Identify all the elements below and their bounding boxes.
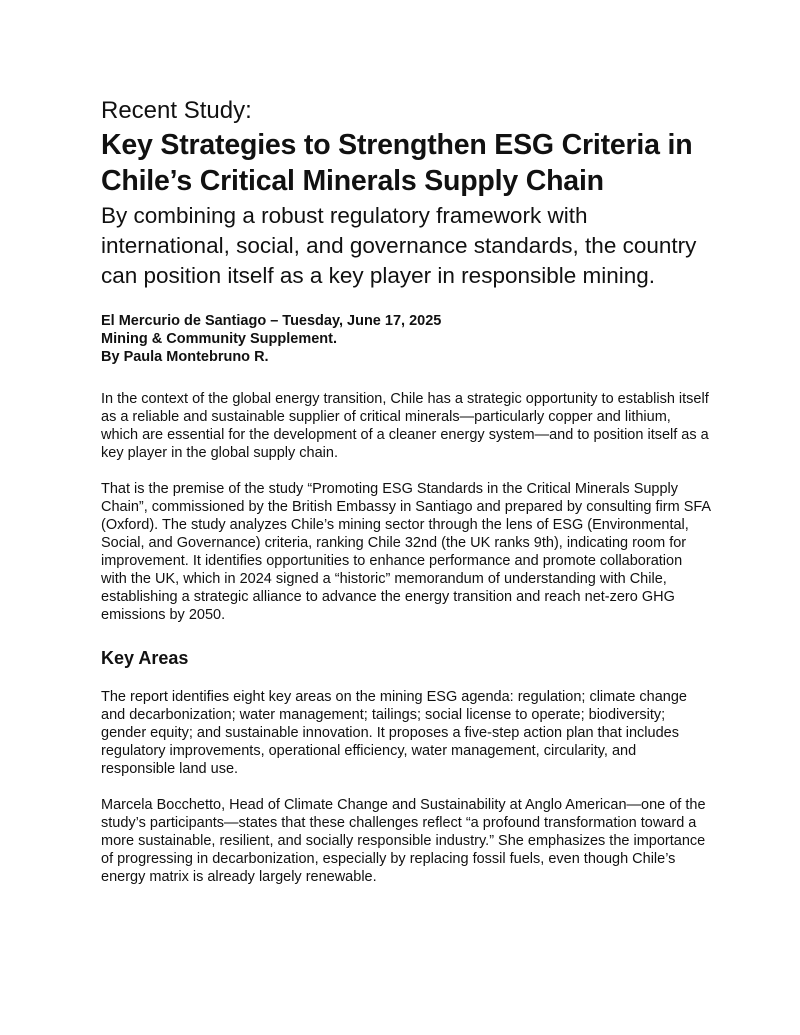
article-title: Key Strategies to Strengthen ESG Criteria in Chile’s Critical Minerals Supply Chain <box>101 129 693 197</box>
supplement-line: Mining & Community Supplement. <box>101 331 338 347</box>
section-paragraph-1: The report identifies eight key areas on the mining ESG agenda: regulation; climate change and decarbonization; water management; tailings; social license to operate; biodiversity; gender equity; and sustainable innovation. It proposes a five-step action plan that includes regulatory improvements, operational efficiency, water management, circularity, and responsible land use. <box>101 689 687 777</box>
article <box>101 96 711 886</box>
article-subtitle: By combining a robust regulatory framework with international, social, and governance standards, the country can position itself as a key player in responsible mining. <box>101 203 697 288</box>
article-meta <box>101 312 711 366</box>
body-paragraph-1: In the context of the global energy transition, Chile has a strategic opportunity to establish itself as a reliable and sustainable supplier of critical minerals—particularly copper and lithium, which are essential for the development of a cleaner energy system—and to position itself as a key player in the global supply chain. <box>101 391 709 461</box>
byline: By Paula Montebruno R. <box>101 349 269 365</box>
section-paragraph-2: Marcela Bocchetto, Head of Climate Change and Sustainability at Anglo American—one of the study’s participants—states that these challenges reflect “a profound transformation toward a more sustainable, resilient, and socially responsible industry.” She emphasizes the importance of progressing in decarbonization, especially by replacing fossil fuels, even though Chile’s energy matrix is already largely renewable. <box>101 797 706 885</box>
publication-line: El Mercurio de Santiago – Tuesday, June 17, 2025 <box>101 313 442 329</box>
section-heading-key-areas: Key Areas <box>101 648 189 668</box>
body-paragraph-2: That is the premise of the study “Promoting ESG Standards in the Critical Minerals Supply Chain”, commissioned by the British Embassy in Santiago and prepared by consulting firm SFA (Oxford). The study analyzes Chile’s mining sector through the lens of ESG (Environmental, Social, and Governance) criteria, ranking Chile 32nd (the UK ranks 9th), indicating room for improvement. It identifies opportunities to enhance performance and promote collaboration with the UK, which in 2024 signed a “historic” memorandum of understanding with Chile, establishing a strategic alliance to advance the energy transition and reach net-zero GHG emissions by 2050. <box>101 481 711 623</box>
article-kicker: Recent Study: <box>101 97 252 124</box>
